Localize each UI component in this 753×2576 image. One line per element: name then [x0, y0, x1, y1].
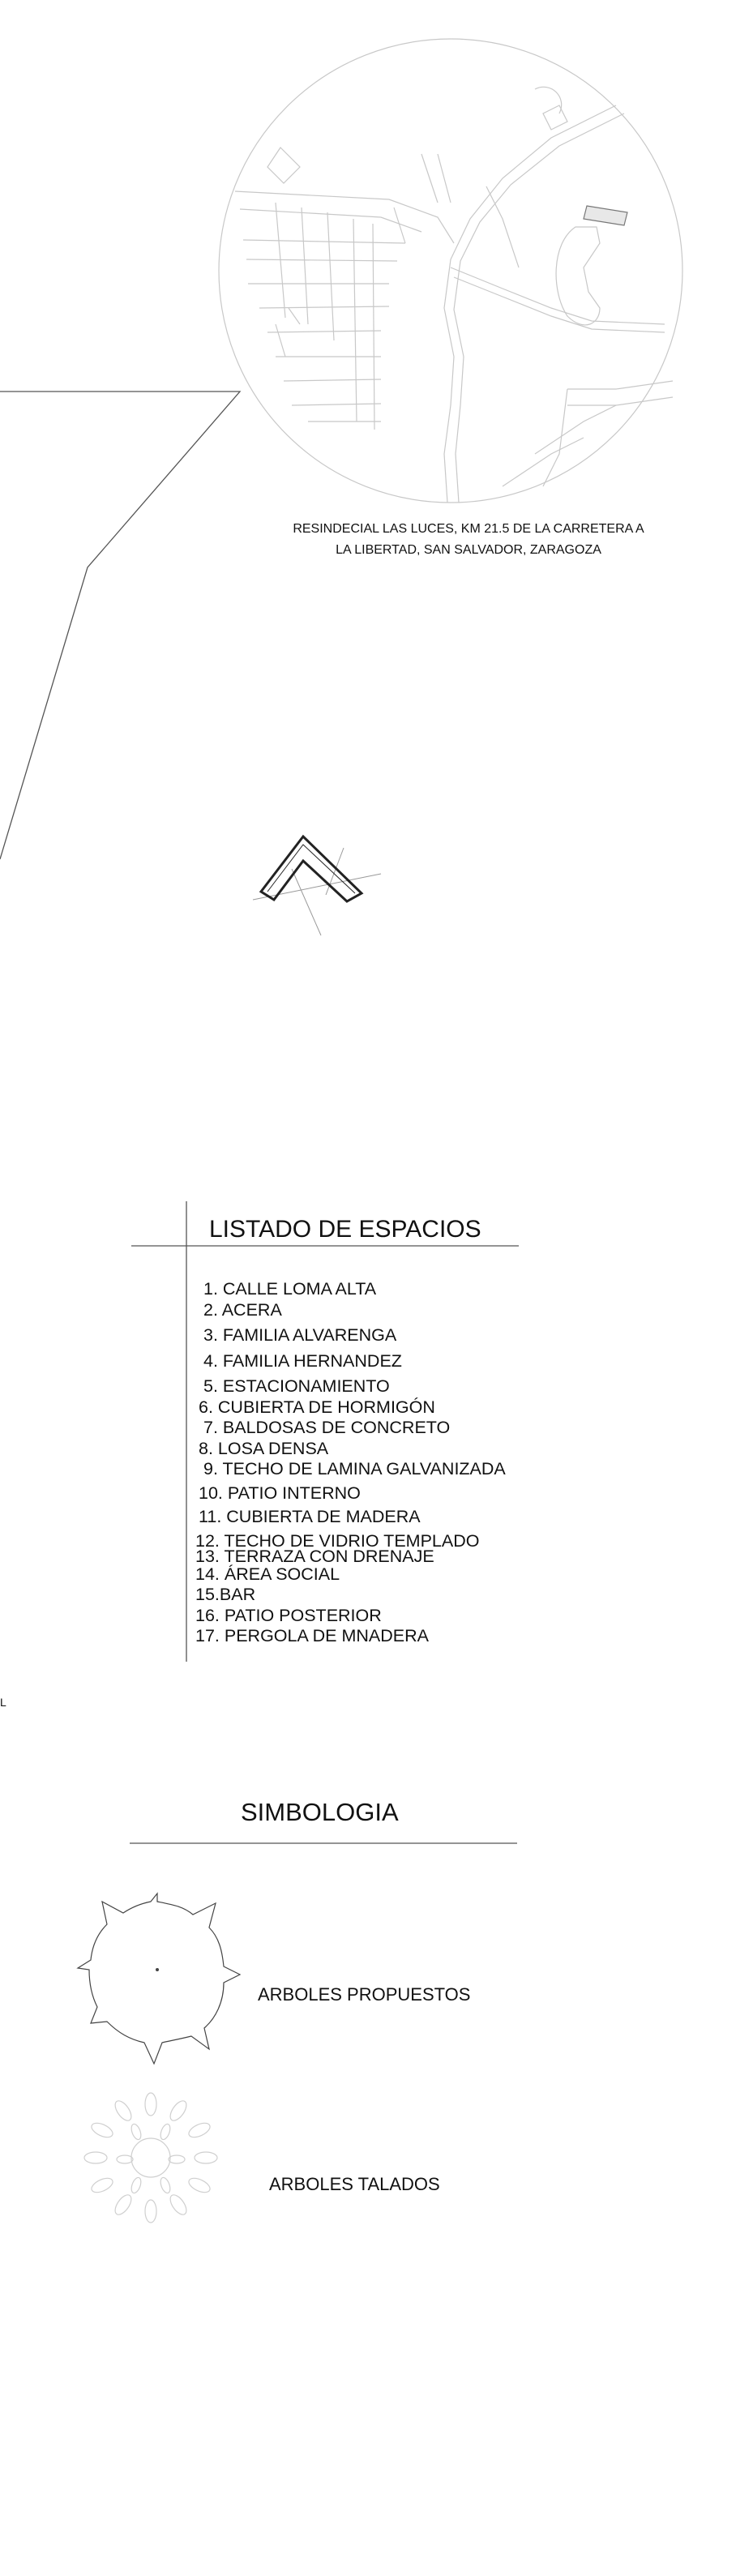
legend-label-felled-trees: ARBOLES TALADOS [269, 2174, 440, 2194]
list-item: 9. TECHO DE LAMINA GALVANIZADA [203, 1459, 506, 1478]
list-item: 8. LOSA DENSA [199, 1438, 329, 1458]
site-boundary-line [0, 392, 240, 859]
list-item: 13. TERRAZA CON DRENAJE [195, 1547, 434, 1566]
street-grid [235, 148, 454, 430]
list-item: 7. BALDOSAS DE CONCRETO [203, 1418, 451, 1437]
list-item: 6. CUBIERTA DE HORMIGÓN [199, 1397, 435, 1417]
main-roads [444, 105, 673, 503]
legend-title: SIMBOLOGIA [241, 1798, 399, 1826]
proposed-tree-icon [78, 1893, 240, 2064]
list-item: 3. FAMILIA ALVARENGA [203, 1325, 397, 1345]
location-caption-line1: RESINDECIAL LAS LUCES, KM 21.5 DE LA CARRETERA A [293, 522, 644, 536]
felled-tree-icon [84, 2093, 217, 2223]
stray-label: L [0, 1696, 6, 1709]
plan-key-symbol [253, 837, 381, 935]
location-map [219, 39, 682, 503]
list-item: 15.BAR [195, 1585, 256, 1604]
list-item: 10. PATIO INTERNO [199, 1483, 361, 1503]
list-item: 1. CALLE LOMA ALTA [203, 1279, 377, 1299]
list-item: 12. TECHO DE VIDRIO TEMPLADO [195, 1530, 480, 1551]
list-item: 2. ACERA [203, 1299, 282, 1320]
location-map-frame [219, 39, 682, 503]
location-caption-line2: LA LIBERTAD, SAN SALVADOR, ZARAGOZA [336, 543, 601, 557]
spaces-list-title: LISTADO DE ESPACIOS [209, 1216, 481, 1243]
list-item: 5. ESTACIONAMIENTO [203, 1376, 390, 1396]
spaces-list [195, 1279, 506, 1647]
list-item: 17. PERGOLA DE MNADERA [195, 1626, 429, 1645]
legend-label-proposed-trees: ARBOLES PROPUESTOS [258, 1984, 471, 2005]
list-item: 4. FAMILIA HERNANDEZ [203, 1350, 402, 1371]
list-item: 16. PATIO POSTERIOR [195, 1605, 382, 1625]
list-item: 14. ÁREA SOCIAL [195, 1564, 340, 1584]
list-item: 11. CUBIERTA DE MADERA [199, 1507, 421, 1526]
